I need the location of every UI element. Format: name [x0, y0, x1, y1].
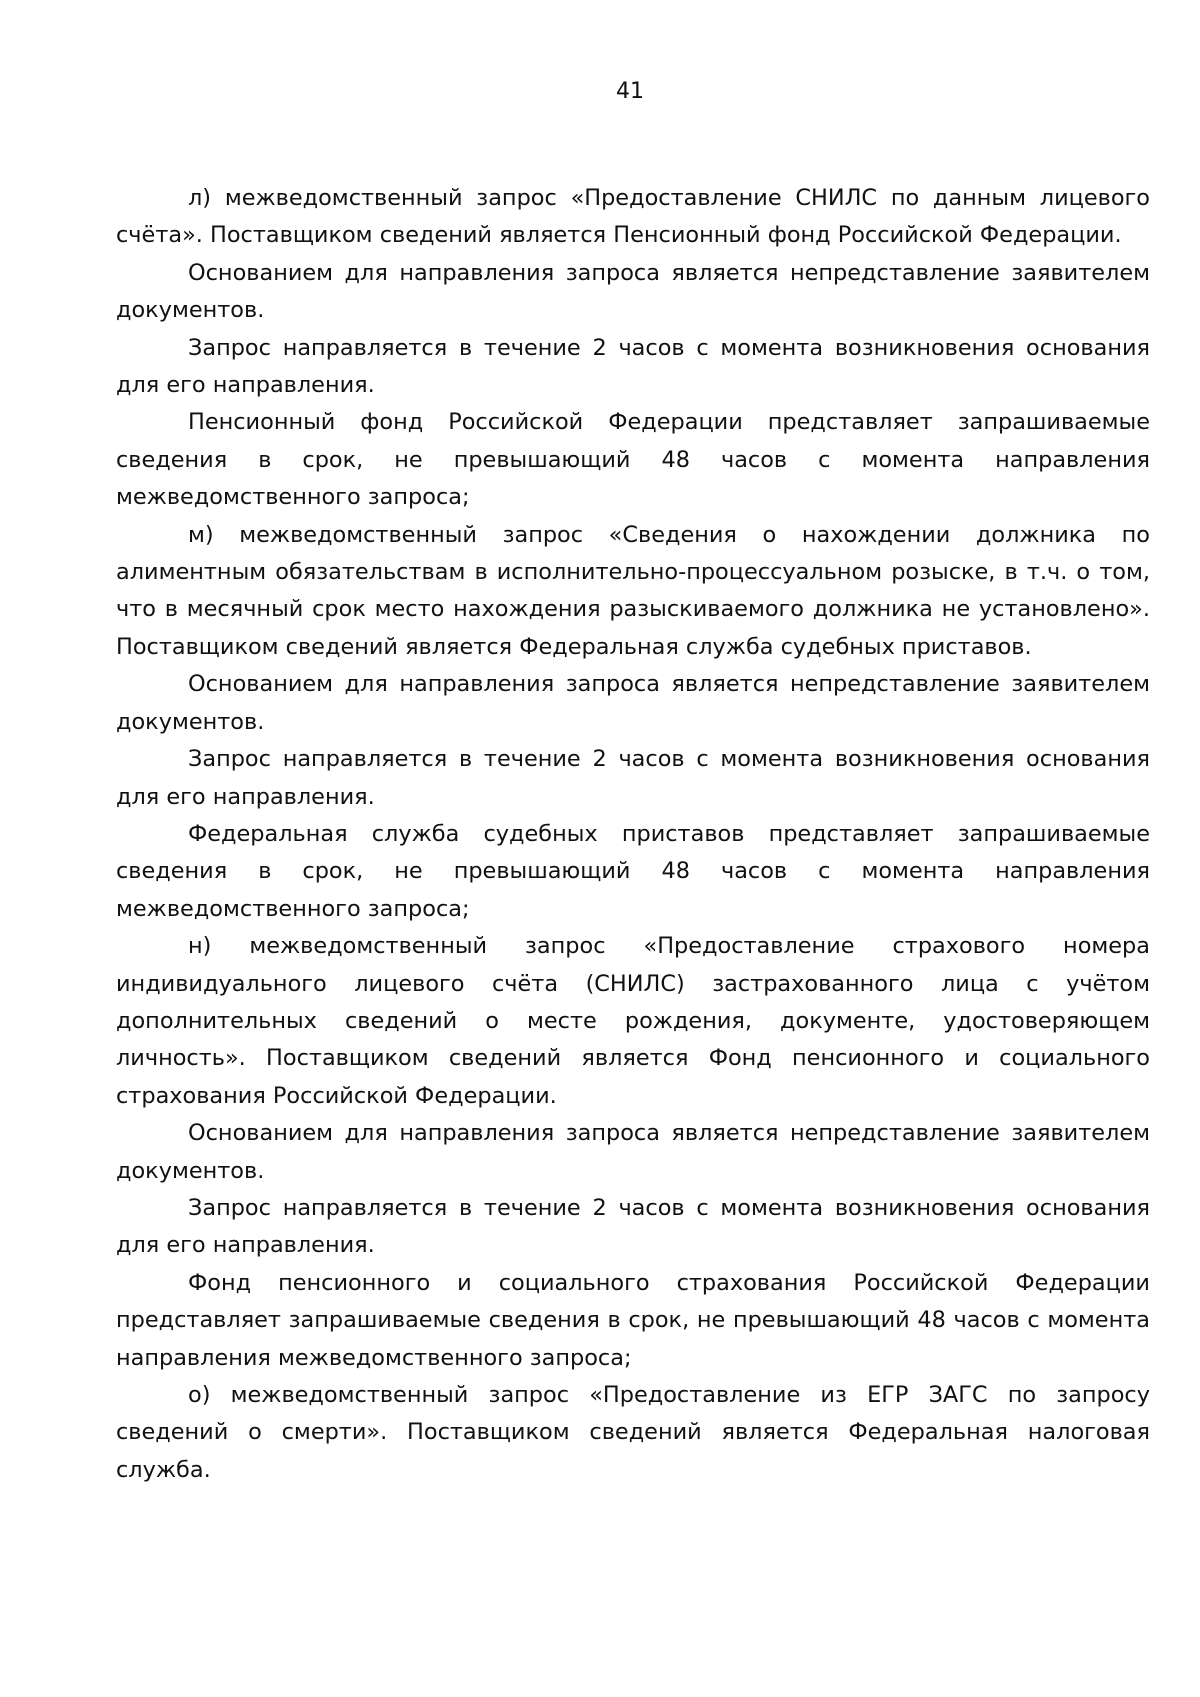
- paragraph-item-o: о) межведомственный запрос «Предоставление из ЕГР ЗАГС по запросу сведений о смерти». Поставщиком сведений является Федеральная налоговая служба.: [116, 1382, 1150, 1483]
- document-body: [116, 180, 1150, 1489]
- paragraph-deadline: Запрос направляется в течение 2 часов с момента возникновения основания для его направления.: [116, 1194, 1150, 1259]
- paragraph-basis: Основанием для направления запроса является непредставление заявителем документов.: [116, 259, 1150, 324]
- paragraph-deadline: Запрос направляется в течение 2 часов с момента возникновения основания для его направления.: [116, 334, 1150, 399]
- paragraph-response: Федеральная служба судебных приставов представляет запрашиваемые сведения в срок, не превышающий 48 часов с момента направления межведомственного запроса;: [116, 820, 1150, 922]
- paragraph-item-l: л) межведомственный запрос «Предоставление СНИЛС по данным лицевого счёта». Поставщиком сведений является Пенсионный фонд Российской Федерации.: [116, 185, 1150, 249]
- paragraph-item-m: м) межведомственный запрос «Сведения о нахождении должника по алиментным обязательствам в исполнительно-процессуальном розыске, в т.ч. о том, что в месячный срок место нахождения разыскиваемого должника не установлено». Поставщиком сведений является Федеральная служба судебных приставов.: [116, 521, 1150, 660]
- paragraph-basis: Основанием для направления запроса является непредставление заявителем документов.: [116, 1120, 1150, 1184]
- paragraph-item-n: н) межведомственный запрос «Предоставление страхового номера индивидуального лицевого счёта (СНИЛС) застрахованного лица с учётом дополнительных сведений о месте рождения, документе, удостоверяющем личность». Поставщиком сведений является Фонд пенсионного и социального страхования Российской Федерации.: [116, 933, 1150, 1109]
- paragraph-basis: Основанием для направления запроса является непредставление заявителем документов.: [116, 671, 1150, 735]
- paragraph-deadline: Запрос направляется в течение 2 часов с момента возникновения основания для его направления.: [116, 746, 1150, 810]
- page-number: 41: [616, 79, 644, 104]
- paragraph-response: Пенсионный фонд Российской Федерации представляет запрашиваемые сведения в срок, не превышающий 48 часов с момента направления межведомственного запроса;: [116, 409, 1150, 511]
- paragraph-response: Фонд пенсионного и социального страхования Российской Федерации представляет запрашиваемые сведения в срок, не превышающий 48 часов с момента направления межведомственного запроса;: [116, 1269, 1150, 1371]
